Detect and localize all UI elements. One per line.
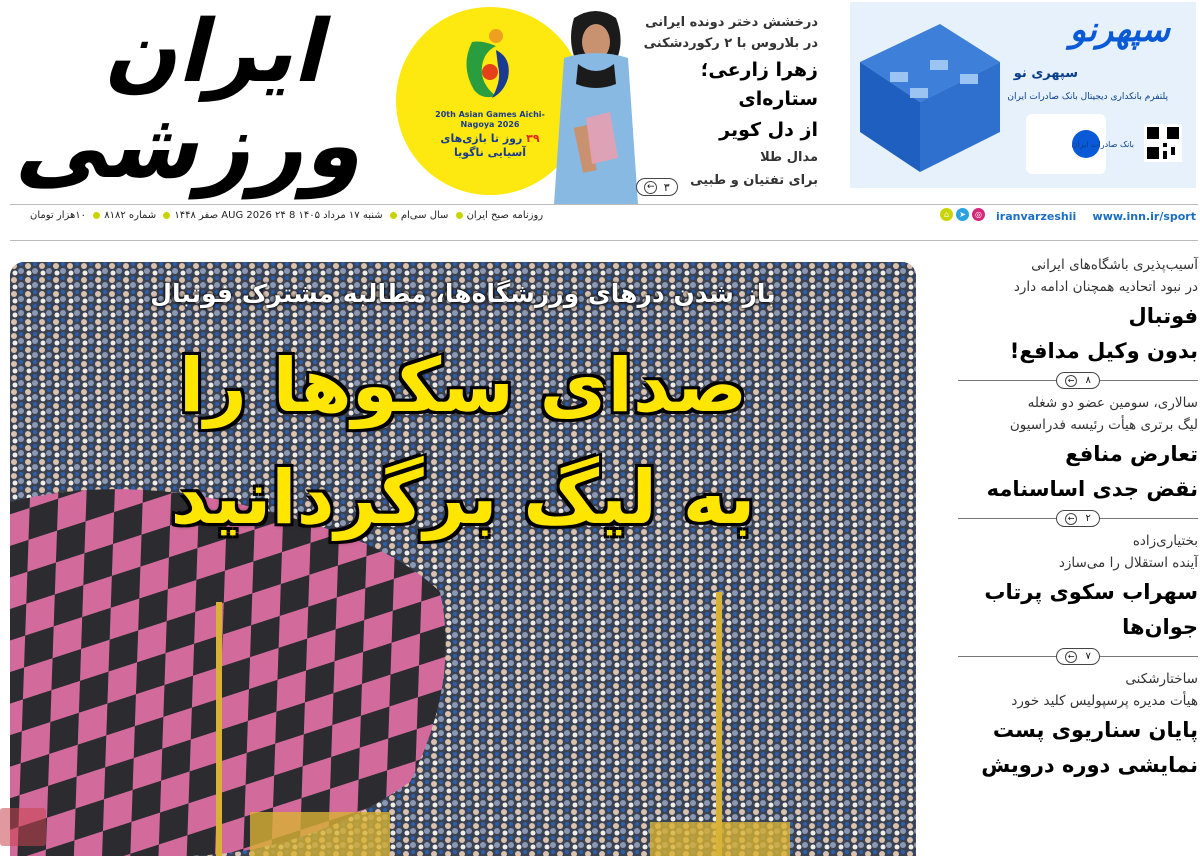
countdown-label: روز تا بازی‌های آسیایی ناگویا xyxy=(440,132,527,159)
story-headline: تعارض منافع xyxy=(1065,442,1198,466)
story-headline: پایان سناریوی پست xyxy=(992,718,1198,742)
teaser-page-number: ۳ xyxy=(663,180,670,194)
publication-year: سال سی‌ام xyxy=(400,210,449,221)
social-handle[interactable]: iranvarzeshii xyxy=(996,210,1077,223)
ad-tagline: پلتفرم بانکداری دیجیتال بانک صادرات ایران xyxy=(1007,92,1168,102)
teaser-story[interactable] xyxy=(618,12,818,191)
newspaper-logo[interactable] xyxy=(8,2,400,199)
main-kicker: باز شدن درهای ورزشگاه‌ها، مطالبه مشترک فوتبال xyxy=(150,279,776,308)
asian-games-emblem-icon xyxy=(452,22,526,110)
main-headline-line-1: صدای سکوها را xyxy=(178,343,748,429)
divider-bottom xyxy=(10,240,1198,241)
qr-code-icon xyxy=(1144,124,1182,162)
arrow-left-icon: ← xyxy=(1065,513,1077,525)
arrow-left-icon: ← xyxy=(1065,375,1077,387)
story-page-number: ۲ xyxy=(1085,513,1091,524)
social-icons xyxy=(940,208,985,221)
website-link[interactable]: www.inn.ir/sport xyxy=(1092,210,1196,223)
sidebar-story[interactable] xyxy=(930,668,1198,782)
teaser-kicker-2: در بلاروس با ۲ رکوردشکنی xyxy=(643,36,818,51)
arrow-left-icon: ← xyxy=(644,181,657,194)
story-page-number: ۷ xyxy=(1085,651,1091,662)
telegram-icon[interactable]: ➤ xyxy=(956,208,969,221)
story-kicker: ساختارشکنی xyxy=(1125,671,1198,687)
story-headline: سهراب سکوی پرتاب xyxy=(984,580,1198,604)
bullet-icon xyxy=(390,212,397,219)
ad-product-name: سپهری نو xyxy=(1013,66,1078,81)
bullet-icon xyxy=(163,212,170,219)
story-kicker: سالاری، سومین عضو دو شغله xyxy=(1027,395,1198,411)
story-page-badge[interactable] xyxy=(1056,510,1100,527)
logo-line-2: ورزشی xyxy=(8,92,382,199)
main-headline[interactable] xyxy=(10,330,916,554)
arrow-left-icon: ← xyxy=(1065,651,1077,663)
story-headline: بدون وکیل مدافع! xyxy=(1009,339,1198,363)
advertisement-banner[interactable] xyxy=(850,2,1196,188)
date-persian: شنبه ۱۷ مرداد ۱۴۰۵ xyxy=(298,210,383,221)
story-headline: جوان‌ها xyxy=(1122,615,1198,639)
story-divider xyxy=(930,508,1198,528)
story-kicker: بختیاری‌زاده xyxy=(1132,533,1198,549)
ad-bank-name: بانک صادرات ایران xyxy=(1071,140,1134,149)
teaser-headline-1: زهرا زارعی؛ ستاره‌ای xyxy=(700,59,818,110)
teaser-page-badge[interactable] xyxy=(636,178,678,196)
logo-line-1: ایران xyxy=(98,2,342,102)
bullet-icon xyxy=(456,212,463,219)
sidebar-stories xyxy=(930,254,1198,782)
story-page-badge[interactable] xyxy=(1056,648,1100,665)
story-headline: فوتبال xyxy=(1128,304,1198,328)
story-headline: نقض جدی اساسنامه xyxy=(986,477,1198,501)
issue-info-bar xyxy=(30,210,543,221)
date-hijri: ۲۴ صفر ۱۴۴۸ xyxy=(174,210,286,221)
newspaper-name: روزنامه صبح ایران xyxy=(466,210,544,221)
story-headline: نمایشی دوره درویش xyxy=(981,753,1198,777)
issue-number: شماره ۸۱۸۲ xyxy=(104,210,157,221)
story-kicker: لیگ برتری هیأت رئیسه فدراسیون xyxy=(1009,417,1198,433)
teaser-headline-2: از دل کویر xyxy=(719,119,818,141)
story-kicker: آینده استقلال را می‌سازد xyxy=(1058,555,1198,571)
sidebar-story[interactable] xyxy=(930,254,1198,368)
story-page-number: ۸ xyxy=(1085,375,1091,386)
main-headline-line-2: به لیگ برگردانید xyxy=(170,455,756,541)
instagram-icon[interactable]: ◎ xyxy=(972,208,985,221)
ad-brand-name: سپهرنو xyxy=(1069,10,1170,50)
home-icon[interactable]: ⌂ xyxy=(940,208,953,221)
sidebar-story[interactable] xyxy=(930,530,1198,644)
asian-games-title-en: 20th Asian Games Aichi-Nagoya 2026 xyxy=(435,110,545,129)
teaser-kicker-1: درخشش دختر دونده ایرانی xyxy=(645,15,818,30)
story-kicker: آسیب‌پذیری باشگاه‌های ایرانی xyxy=(1031,257,1198,273)
story-divider xyxy=(930,646,1198,666)
teaser-sub-2: برای تفتیان و طبیی xyxy=(690,173,818,188)
story-divider xyxy=(930,370,1198,390)
teaser-sub-1: مدال طلا xyxy=(760,150,818,165)
story-page-badge[interactable] xyxy=(1056,372,1100,389)
price: ۱۰هزار تومان xyxy=(30,210,87,221)
story-kicker: هیأت مدیره پرسپولیس کلید خورد xyxy=(1011,693,1198,709)
sidebar-story[interactable] xyxy=(930,392,1198,506)
watermark-stamp xyxy=(0,808,46,846)
story-kicker: در نبود اتحادیه همچنان ادامه دارد xyxy=(1013,279,1198,295)
bullet-icon xyxy=(93,212,100,219)
divider-top xyxy=(10,204,1198,205)
date-gregorian: 8 AUG 2026 xyxy=(221,210,296,221)
countdown-days: ۳۹ xyxy=(526,132,540,145)
